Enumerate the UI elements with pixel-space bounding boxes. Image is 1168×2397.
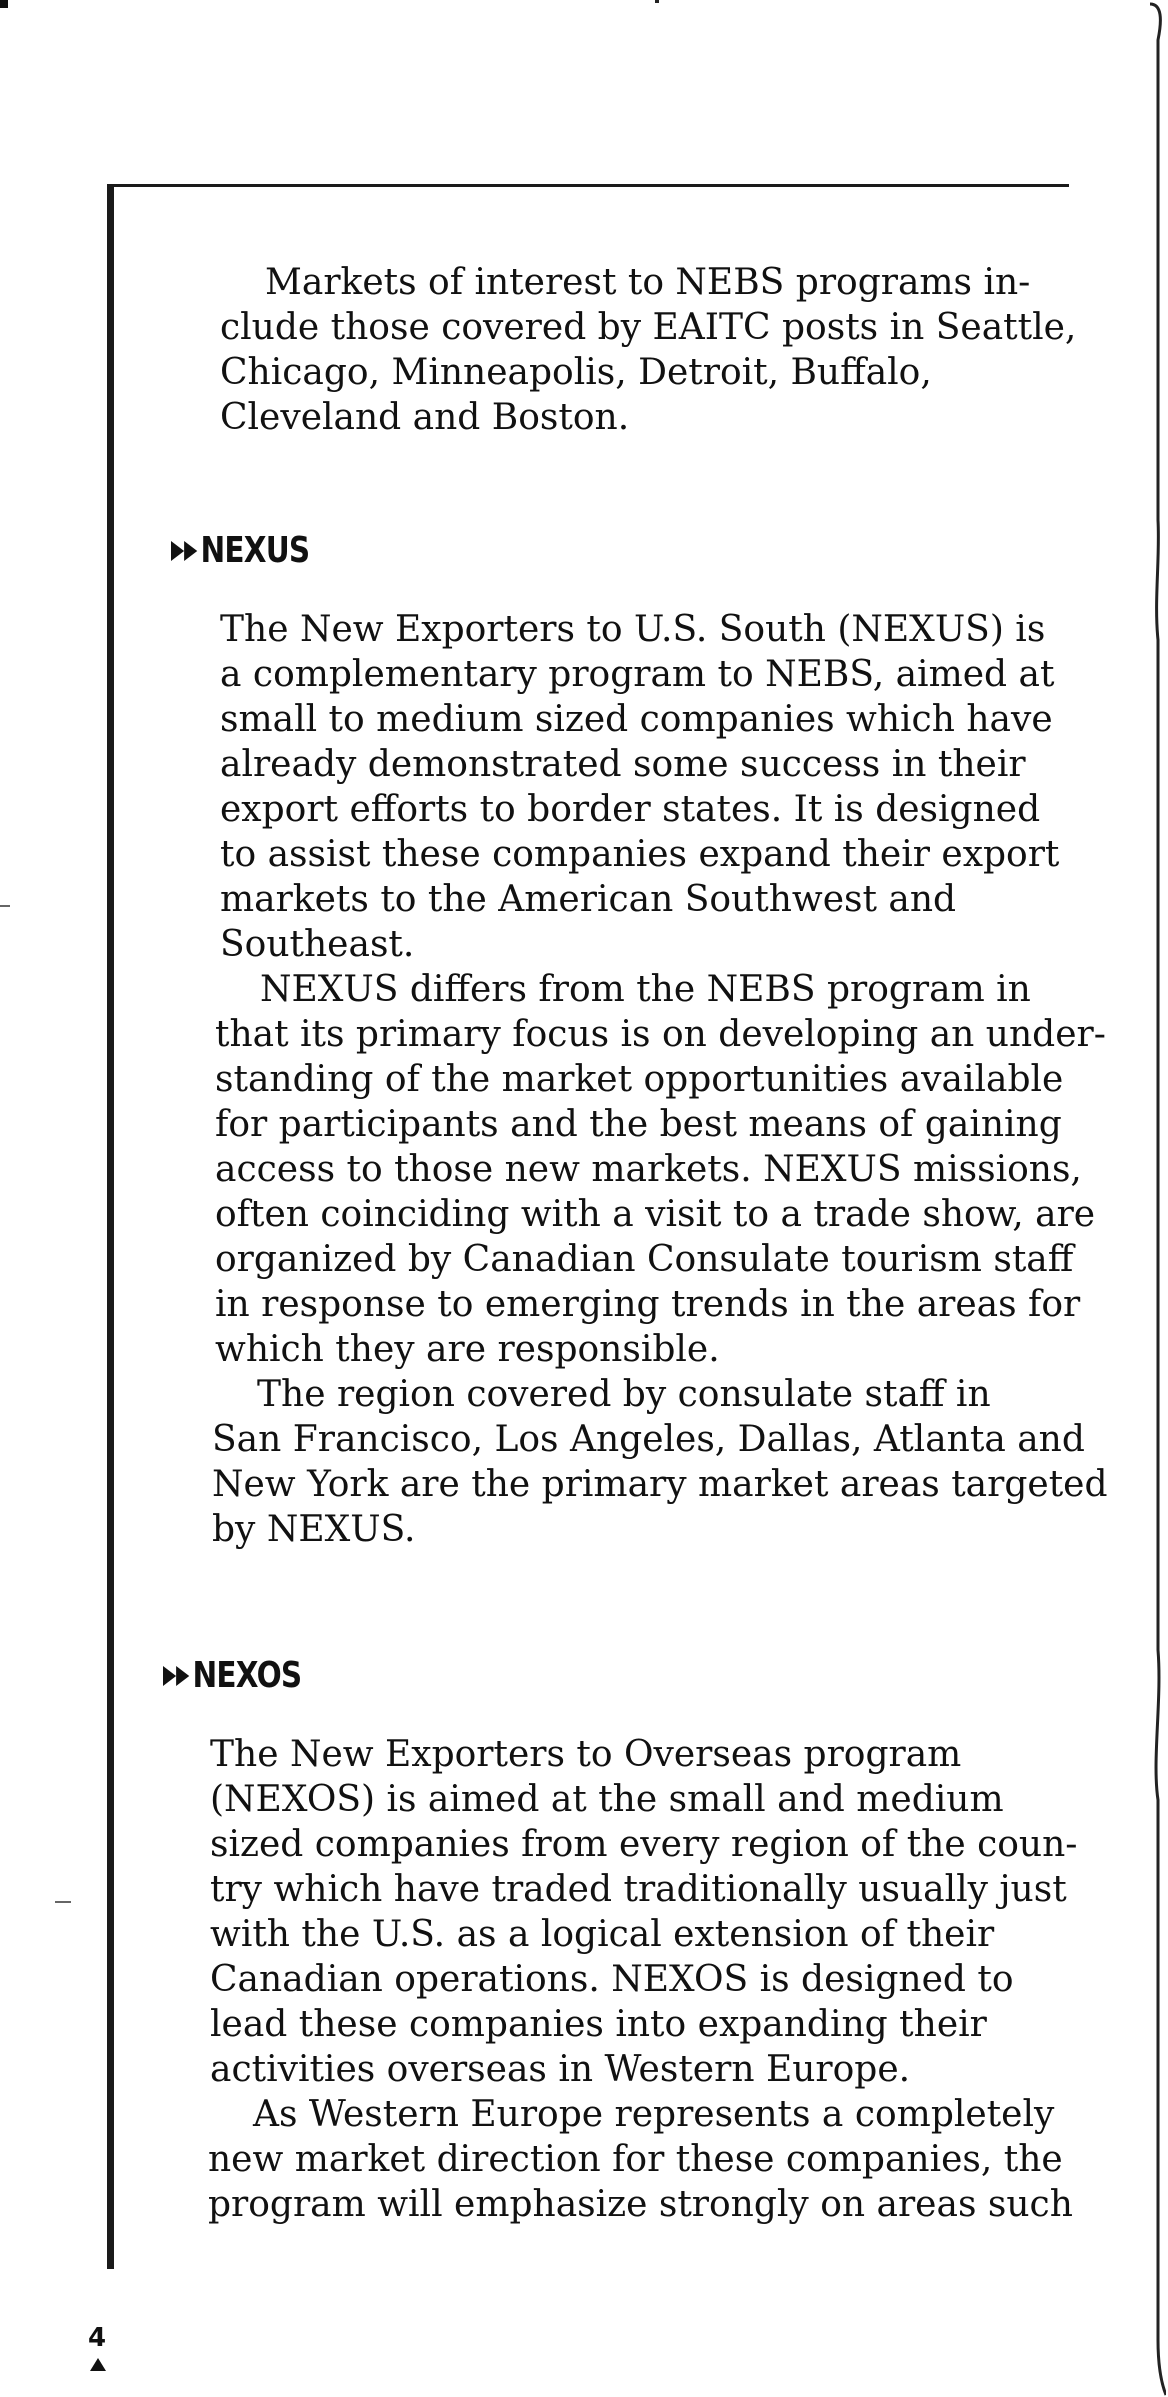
frame-top-rule	[107, 184, 1069, 187]
text-line: Markets of interest to NEBS programs in-	[265, 262, 1031, 303]
text-line: Cleveland and Boston.	[220, 397, 630, 438]
text-line: sized companies from every region of the coun-	[210, 1824, 1078, 1865]
text-line: for participants and the best means of gaining	[215, 1104, 1062, 1145]
heading-text: NEXUS	[200, 530, 310, 571]
text-line: try which have traded traditionally usually just	[210, 1869, 1067, 1910]
text-line: export efforts to border states. It is designed	[220, 789, 1041, 830]
text-line: program will emphasize strongly on areas such	[208, 2184, 1073, 2225]
text-line: new market direction for these companies, the	[208, 2139, 1063, 2180]
nexos-paragraph-1	[210, 1732, 1078, 2092]
text-line: The region covered by consulate staff in	[257, 1374, 991, 1415]
section-heading-nexus	[171, 530, 309, 571]
text-line: New York are the primary market areas targeted	[212, 1464, 1108, 1505]
text-line: a complementary program to NEBS, aimed at	[220, 654, 1055, 695]
text-line: to assist these companies expand their export	[220, 834, 1060, 875]
text-line: standing of the market opportunities available	[215, 1059, 1064, 1100]
text-line: (NEXOS) is aimed at the small and medium	[210, 1779, 1004, 1820]
double-arrow-icon	[171, 541, 197, 561]
page-edge-curl	[1148, 0, 1166, 2397]
text-line: often coinciding with a visit to a trade show, are	[215, 1194, 1096, 1235]
text-line: already demonstrated some success in their	[220, 744, 1026, 785]
text-line: The New Exporters to Overseas program	[210, 1734, 962, 1775]
triangle-up-icon	[90, 2358, 106, 2371]
text-line: The New Exporters to U.S. South (NEXUS) is	[220, 609, 1046, 650]
text-line: by NEXUS.	[212, 1509, 416, 1550]
text-line: NEXUS differs from the NEBS program in	[260, 969, 1031, 1010]
text-line: that its primary focus is on developing an under-	[215, 1014, 1106, 1055]
nexus-paragraph-2	[215, 967, 1106, 1372]
text-line: Canadian operations. NEXOS is designed to	[210, 1959, 1014, 2000]
nexus-paragraph-3	[212, 1372, 1108, 1552]
text-line: small to medium sized companies which have	[220, 699, 1053, 740]
text-line: As Western Europe represents a completely	[253, 2094, 1055, 2135]
nexos-paragraph-2	[208, 2092, 1073, 2227]
page-number: 4	[88, 2323, 107, 2353]
scan-edge-mark	[0, 905, 10, 907]
text-line: San Francisco, Los Angeles, Dallas, Atlanta and	[212, 1419, 1085, 1460]
text-line: Southeast.	[220, 924, 415, 965]
text-line: markets to the American Southwest and	[220, 879, 957, 920]
text-line: activities overseas in Western Europe.	[210, 2049, 911, 2090]
text-line: access to those new markets. NEXUS missions,	[215, 1149, 1082, 1190]
text-line: clude those covered by EAITC posts in Seattle,	[220, 307, 1077, 348]
frame-left-bar	[107, 184, 114, 2269]
text-line: which they are responsible.	[215, 1329, 720, 1370]
text-line: Chicago, Minneapolis, Detroit, Buffalo,	[220, 352, 932, 393]
text-line: in response to emerging trends in the areas for	[215, 1284, 1081, 1325]
text-line: lead these companies into expanding their	[210, 2004, 987, 2045]
scan-edge-mark	[0, 0, 8, 8]
scan-edge-mark	[55, 1901, 71, 1903]
section-heading-nexos	[163, 1655, 301, 1696]
scan-edge-mark	[655, 0, 659, 3]
intro-paragraph	[220, 260, 1077, 440]
double-arrow-icon	[163, 1666, 189, 1686]
text-line: with the U.S. as a logical extension of their	[210, 1914, 995, 1955]
nexus-paragraph-1	[220, 607, 1060, 967]
text-line: organized by Canadian Consulate tourism staff	[215, 1239, 1074, 1280]
heading-text: NEXOS	[192, 1655, 302, 1696]
